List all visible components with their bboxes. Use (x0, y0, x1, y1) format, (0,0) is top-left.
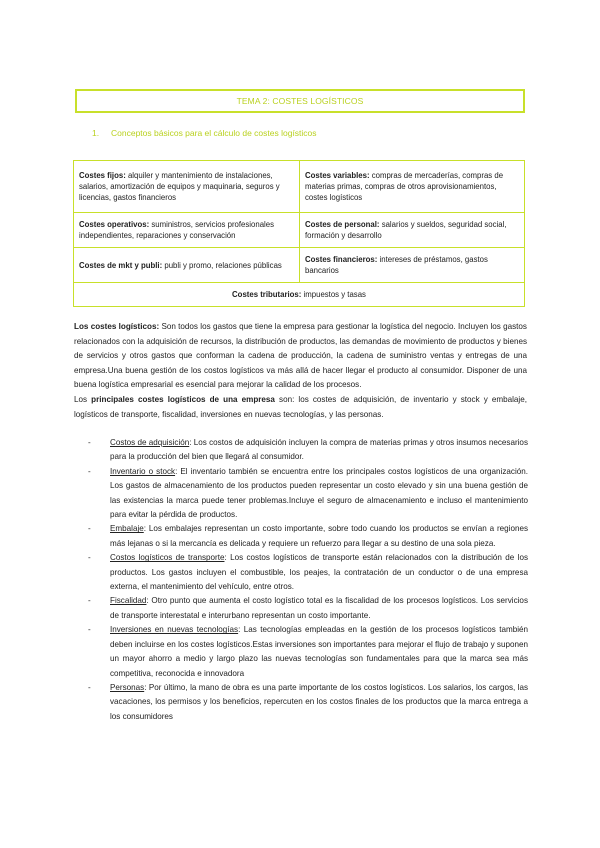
table-cell (74, 161, 300, 213)
list-item (88, 522, 528, 551)
item-term: Fiscalidad (110, 596, 147, 606)
table-cell (74, 283, 525, 307)
table-row (74, 283, 525, 307)
item-text: : Los embalajes representan un costo importante, sobre todo cuando los productos se envían a regiones más lejanas o si la mercancía es delicada y requiere un refuerzo para llegar a su destino de una sola pieza. (110, 524, 528, 548)
list-item (88, 551, 528, 594)
list-item (88, 465, 528, 523)
cost-items-list (88, 436, 528, 724)
cell-text: salarios y sueldos, seguridad social, formación y desarrollo (305, 220, 507, 240)
table-cell (300, 248, 525, 283)
paragraph-definition (74, 320, 527, 393)
cell-text: suministros, servicios profesionales independientes, reparaciones y conservación (79, 220, 274, 240)
item-text: : Por último, la mano de obra es una parte importante de los costos logísticos. Los salarios, los cargos, las vacaciones, los permisos y los beneficios, repercuten en los costos finales de los productos que la marca entrega a los consumidores (110, 682, 528, 721)
table-row (74, 161, 525, 213)
list-dash: - (88, 553, 91, 563)
list-item (88, 681, 528, 724)
list-dash: - (88, 438, 91, 447)
item-term: Personas (110, 682, 145, 692)
topic-title-box (75, 89, 525, 113)
table-cell (74, 248, 300, 283)
paragraph-prefix: Los (74, 395, 92, 404)
item-text: : Otro punto que aumenta el costo logístico total es la fiscalidad de los procesos logísticos. Los servicios de transporte interestatal e interurbano representan un costo importante. (110, 596, 528, 620)
list-item (88, 594, 528, 623)
item-text: : El inventario también se encuentra entre los principales costos logísticos de una organización. Los gastos de almacenamiento de los productos pueden representar un costo elevado y sin una buena gestión de las existencias la marca puede tener problemas.Incluye el seguro de almacenamiento e incluso el mantenimiento para evitar la pérdida de productos. (110, 466, 528, 520)
cell-text: compras de mercaderías, compras de materias primas, compras de otros aprovisionamientos, costes logísticos (305, 171, 504, 202)
list-item (88, 436, 528, 465)
cell-label: Costes de personal: (305, 220, 380, 229)
list-dash: - (88, 466, 91, 476)
section-heading (92, 128, 317, 138)
paragraph-text: Son todos los gastos que tiene la empresa para gestionar la logística del negocio. Incluyen los gastos relacionados con la adquisición de recursos, la distribución de productos, las demandas de movimiento de productos y bienes de servicios y otros gastos que conforman la cadena de producción, la cadena de suministro ventas y entregas de una empresa.Una buena gestión de los costos logísticos va más allá de hacer llegar el producto al consumidor. Disponer de una buena logística empresarial es esencial para mejorar la calidad de los procesos. (74, 322, 527, 389)
cell-text: alquiler y mantenimiento de instalaciones, salarios, amortización de equipos y maquinaria, seguros y licencias, gastos financieros (79, 171, 280, 202)
cell-label: Costes variables: (305, 171, 370, 180)
item-text: : Los costos de adquisición incluyen la compra de materias primas y otros insumos necesarios para la producción del bien que llegará al consumidor. (110, 438, 528, 462)
item-term: Inversiones en nuevas tecnologías (110, 625, 239, 635)
paragraph-main-costs (74, 393, 527, 422)
table-cell (300, 161, 525, 213)
item-text: : Las tecnologías empleadas en la gestión de los procesos logísticos también deben incluirse en los costes logísticos.Estas inversiones son importantes para mejorar el flujo de trabajo y suponen un mayor ahorro a medio y largo plazo las nuevas tecnologías son fundamentales para que la marca sea más competitiva, reconocida e innovadora (110, 625, 528, 678)
table-row (74, 248, 525, 283)
paragraph-label: principales costes logísticos de una empresa (91, 395, 275, 404)
item-term: Embalaje (110, 524, 144, 534)
cell-text: publi y promo, relaciones públicas (162, 260, 282, 270)
paragraph-text: son: los costes de adquisición, de inventario y stock y embalaje, logísticos de transporte, fiscalidad, inversiones en nuevas tecnologías, y las personas. (74, 395, 527, 419)
cell-label: Costes tributarios: (232, 290, 302, 299)
item-term: Costos de adquisición (110, 438, 190, 447)
list-dash: - (88, 524, 91, 534)
topic-title: TEMA 2: COSTES LOGÍSTICOS (236, 96, 364, 106)
item-term: Costos logísticos de transporte (110, 553, 225, 563)
cost-types-table (73, 160, 525, 307)
section-number: 1. (92, 128, 100, 138)
item-text: : Los costos logísticos de transporte están relacionados con la distribución de los productos. Los gastos incluyen el combustible, los peajes, la contratación de un conductor o de una empresa externa, el mantenimiento del vehículo, entre otros. (110, 553, 528, 592)
cell-label: Costes fijos: (79, 171, 126, 180)
cell-label: Costes financieros: (305, 255, 378, 264)
cell-text: intereses de préstamos, gastos bancarios (305, 255, 488, 275)
item-term: Inventario o stock (110, 466, 176, 476)
list-dash: - (88, 625, 91, 635)
cell-label: Costes operativos: (79, 220, 150, 229)
table-row (74, 213, 525, 248)
list-dash: - (88, 682, 91, 692)
paragraph-label: Los costes logísticos: (74, 322, 160, 331)
list-item (88, 623, 528, 681)
table-cell (300, 213, 525, 248)
cell-text: impuestos y tasas (301, 290, 366, 299)
list-dash: - (88, 596, 91, 606)
cell-label: Costes de mkt y publi: (79, 260, 163, 270)
section-title: Conceptos básicos para el cálculo de costes logísticos (111, 128, 317, 138)
table-cell (74, 213, 300, 248)
